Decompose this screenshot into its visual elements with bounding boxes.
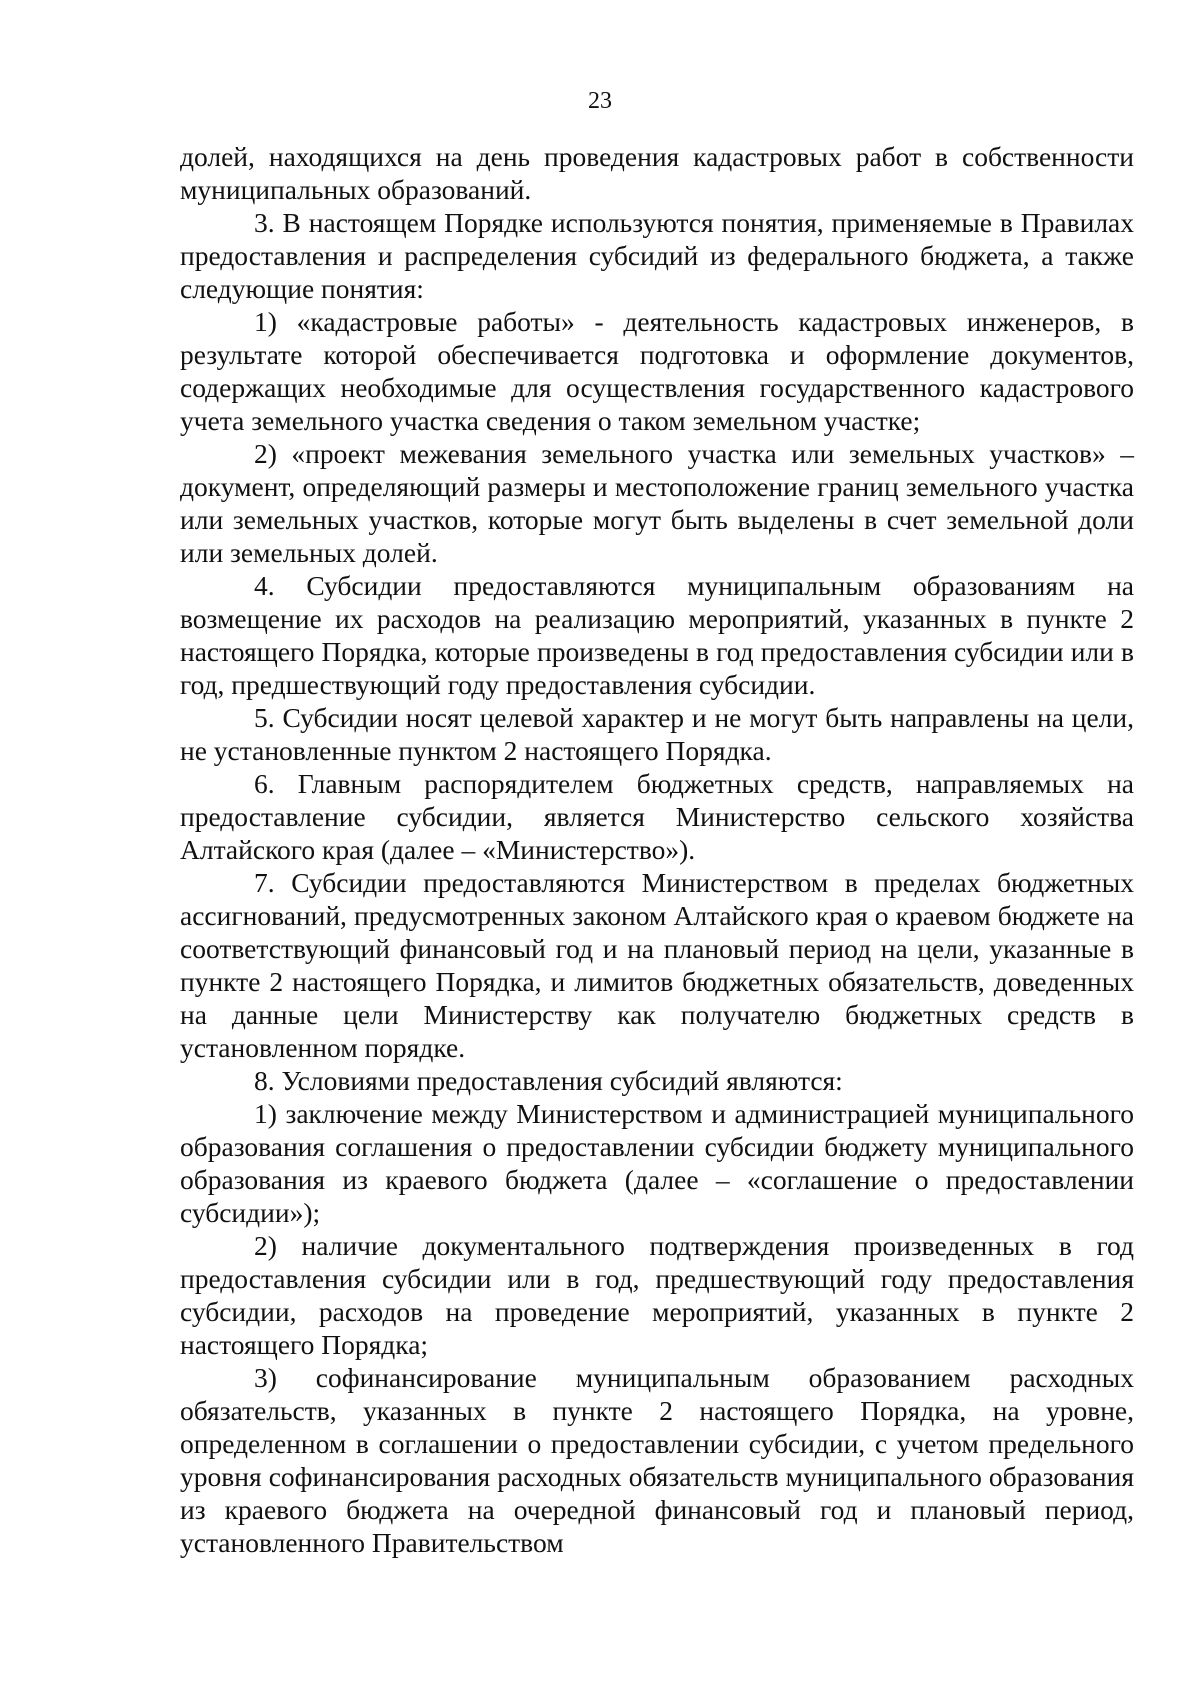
paragraph-3-item-2: 2) «проект межевания земельного участка или земельных участков» – документ, определяющий размеры и местоположение границ земельного участка или земельных участков, которые могут быть выделены в счет земельной доли или земельных долей. — [180, 438, 1134, 568]
paragraph-4: 4. Субсидии предоставляются муниципальным образованиям на возмещение их расходов на реализацию мероприятий, указанных в пункте 2 настоящего Порядка, которые произведены в год предоставления субсидии или в год, предшествующий году предоставления субсидии. — [180, 570, 1134, 700]
paragraph-continuation: долей, находящихся на день проведения кадастровых работ в собственности муниципальных образований. — [180, 141, 1134, 205]
paragraph-8: 8. Условиями предоставления субсидий являются: — [254, 1065, 843, 1096]
paragraph-5: 5. Субсидии носят целевой характер и не могут быть направлены на цели, не установленные пунктом 2 настоящего Порядка. — [180, 702, 1134, 766]
paragraph-3: 3. В настоящем Порядке используются понятия, применяемые в Правилах предоставления и распределения субсидий из федерального бюджета, а также следующие понятия: — [180, 207, 1134, 304]
paragraph-8-item-2: 2) наличие документального подтверждения произведенных в год предоставления субсидии или в год, предшествующий году предоставления субсидии, расходов на проведение мероприятий, указанных в пункте 2 настоящего Порядка; — [180, 1230, 1134, 1360]
paragraph-7: 7. Субсидии предоставляются Министерством в пределах бюджетных ассигнований, предусмотренных законом Алтайского края о краевом бюджете на соответствующий финансовый год и на плановый период на цели, указанные в пункте 2 настоящего Порядка, и лимитов бюджетных обязательств, доведенных на данные цели Министерству как получателю бюджетных средств в установленном порядке. — [180, 867, 1134, 1063]
page-number: 23 — [588, 88, 612, 114]
paragraph-6: 6. Главным распорядителем бюджетных средств, направляемых на предоставление субсидии, является Министерство сельского хозяйства Алтайского края (далее – «Министерство»). — [180, 768, 1134, 865]
document-body — [180, 140, 1134, 1559]
paragraph-8-item-1: 1) заключение между Министерством и администрацией муниципального образования соглашения о предоставлении субсидии бюджету муниципального образования из краевого бюджета (далее – «соглашение о предоставлении субсидии»); — [180, 1098, 1134, 1228]
paragraph-8-item-3: 3) софинансирование муниципальным образованием расходных обязательств, указанных в пункте 2 настоящего Порядка, на уровне, определенном в соглашении о предоставлении субсидии, с учетом предельного уровня софинансирования расходных обязательств муниципального образования из краевого бюджета на очередной финансовый год и плановый период, установленного Правительством — [180, 1362, 1134, 1558]
paragraph-3-item-1: 1) «кадастровые работы» - деятельность кадастровых инженеров, в результате которой обеспечивается подготовка и оформление документов, содержащих необходимые для осуществления государственного кадастрового учета земельного участка сведения о таком земельном участке; — [180, 306, 1134, 436]
